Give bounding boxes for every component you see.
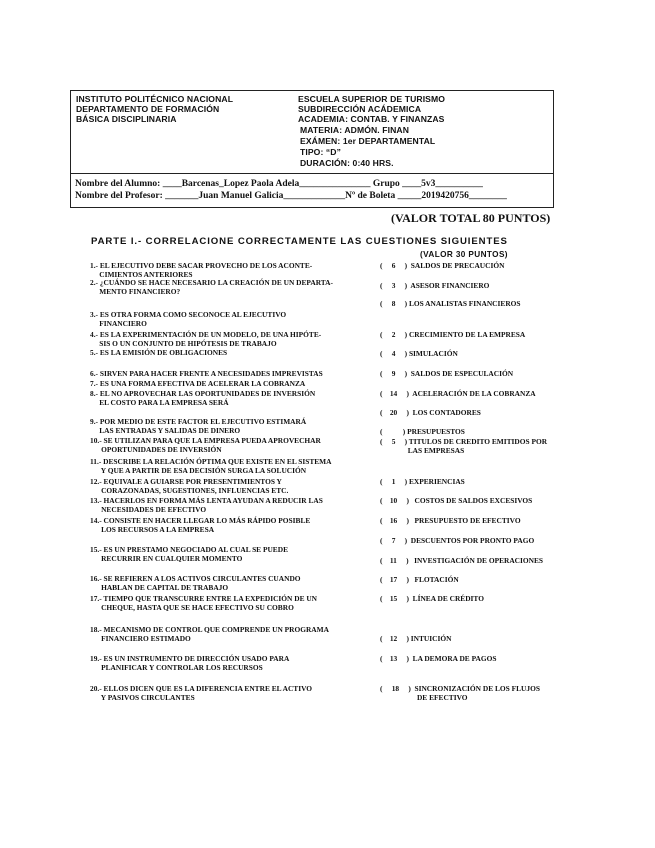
header-subdirection: SUBDIRECCIÓN ACÁDEMICA: [298, 104, 422, 114]
answer-line: ( 3 ) ASESOR FINANCIERO: [380, 281, 490, 290]
header-divider: [71, 173, 553, 174]
question-item: [90, 262, 312, 279]
question-line: SIS O UN CONJUNTO DE HIPÓTESIS DE TRABAJO: [90, 338, 277, 348]
question-line: 15.- ES UN PRESTAMO NEGOCIADO AL CUAL SE PUEDE: [90, 545, 289, 554]
question-line: 10.- SE UTILIZAN PARA QUE LA EMPRESA PUEDA APROVECHAR: [90, 436, 321, 445]
answer-line: ( 13 ) LA DEMORA DE PAGOS: [380, 654, 497, 663]
question-line: 11.- DESCRIBE LA RELACIÓN ÓPTIMA QUE EXISTE EN EL SISTEMA: [90, 457, 332, 466]
answer-option: [380, 478, 465, 487]
question-line: FINANCIERO ESTIMADO: [90, 633, 191, 643]
answer-line: ( 2 ) CRECIMIENTO DE LA EMPRESA: [380, 330, 526, 339]
question-line: 1.- EL EJECUTIVO DEBE SACAR PROVECHO DE LOS ACONTE-: [90, 261, 313, 270]
answer-line: ( 4 ) SIMULACIÓN: [380, 349, 458, 358]
question-item: [90, 370, 323, 379]
question-line: 14.- CONSISTE EN HACER LLEGAR LO MÁS RÁPIDO POSIBLE: [90, 516, 311, 525]
answer-option: [380, 537, 534, 546]
answer-line: ( 18 ) SINCRONIZACIÓN DE LOS FLUJOS: [380, 684, 540, 693]
answer-line: ( 1 ) EXPERIENCIAS: [380, 477, 465, 486]
question-line: Y PASIVOS CIRCULANTES: [90, 692, 195, 702]
question-item: [90, 349, 227, 358]
question-item: [90, 458, 332, 475]
question-line: 20.- ELLOS DICEN QUE ES LA DIFERENCIA ENTRE EL ACTIVO: [90, 684, 313, 693]
answer-option: [380, 576, 459, 585]
header-type: TIPO: “D”: [300, 147, 342, 157]
answer-line: ( 10 ) COSTOS DE SALDOS EXCESIVOS: [380, 496, 533, 505]
part-title: PARTE I.- CORRELACIONE CORRECTAMENTE LAS CUESTIONES SIGUIENTES: [91, 236, 508, 247]
header-exam: EXÁMEN: 1er DEPARTAMENTAL: [300, 136, 436, 146]
answer-option: [380, 497, 532, 506]
question-line: CIMIENTOS ANTERIORES: [90, 269, 193, 279]
question-line: 2.- ¿CUÁNDO SE HACE NECESARIO LA CREACIÓN DE UN DEPARTA-: [90, 278, 333, 287]
question-line: 17.- TIEMPO QUE TRANSCURRE ENTRE LA EXPEDICIÓN DE UN: [90, 594, 318, 603]
exam-header-box: [70, 90, 554, 208]
question-item: [90, 418, 306, 435]
question-line: CORAZONADAS, SUGESTIONES, INFLUENCIAS ETC.: [90, 485, 289, 495]
header-subject: MATERIA: ADMÓN. FINAN: [300, 125, 410, 135]
question-line: 19.- ES UN INSTRUMENTO DE DIRECCIÓN USADO PARA: [90, 654, 290, 663]
question-line: NECESIDADES DE EFECTIVO: [90, 504, 207, 514]
question-line: CHEQUE, HASTA QUE SE HACE EFECTIVO SU COBRO: [90, 602, 294, 612]
question-item: [90, 546, 288, 563]
question-line: OPORTUNIDADES DE INVERSIÓN: [90, 444, 222, 454]
answer-option: [380, 300, 521, 309]
question-line: PLANIFICAR Y CONTROLAR LOS RECURSOS: [90, 662, 263, 672]
question-line: 12.- EQUIVALE A GUIARSE POR PRESENTIMIENTOS Y: [90, 477, 282, 486]
answer-option: [380, 350, 458, 359]
student-line: Nombre del Alumno: ____Barcenas_Lopez Paola Adela_______________ Grupo ____5v3__________: [75, 179, 483, 189]
answer-line: ( 14 ) ACELERACIÓN DE LA COBRANZA: [380, 389, 536, 398]
answer-option: [380, 282, 489, 291]
answer-line: LAS EMPRESAS: [380, 445, 465, 455]
teacher-line: Nombre del Profesor: _______Juan Manuel Galicia_____________Nº de Boleta _____2019420756________: [75, 191, 507, 201]
question-line: 4.- ES LA EXPERIMENTACIÓN DE UN MODELO, DE UNA HIPÓTE-: [90, 330, 322, 339]
question-item: [90, 380, 305, 389]
question-item: [90, 517, 310, 534]
answer-line: ( 8 ) LOS ANALISTAS FINANCIEROS: [380, 299, 521, 308]
question-line: LOS RECURSOS A LA EMPRESA: [90, 524, 215, 534]
answer-line: ( 17 ) FLOTACIÓN: [380, 575, 459, 584]
question-line: LAS ENTRADAS Y SALIDAS DE DINERO: [90, 425, 241, 435]
answer-option: [380, 557, 543, 566]
answer-option: [380, 262, 504, 271]
answer-line: DE EFECTIVO: [380, 692, 468, 702]
header-department: DEPARTAMENTO DE FORMACIÓN: [76, 104, 220, 114]
answer-line: ( 5 ) TITULOS DE CREDITO EMITIDOS POR: [380, 437, 548, 446]
header-institute: INSTITUTO POLITÉCNICO NACIONAL: [76, 94, 234, 104]
question-item: [90, 478, 288, 495]
header-discipline: BÁSICA DISCIPLINARIA: [76, 114, 177, 124]
answer-line: ( 16 ) PRESUPUESTO DE EFECTIVO: [380, 516, 521, 525]
question-item: [90, 685, 312, 702]
answer-option: [380, 655, 496, 664]
question-line: 5.- ES LA EMISIÓN DE OBLIGACIONES: [90, 348, 228, 357]
question-line: 3.- ES OTRA FORMA COMO SECONOCE AL EJECUTIVO: [90, 310, 287, 319]
question-item: [90, 331, 321, 348]
question-line: 7.- ES UNA FORMA EFECTIVA DE ACELERAR LA COBRANZA: [90, 379, 306, 388]
part-subtitle: (VALOR 30 PUNTOS): [420, 250, 508, 259]
header-duration: DURACIÓN: 0:40 HRS.: [300, 158, 394, 168]
question-line: EL COSTO PARA LA EMPRESA SERÁ: [90, 397, 229, 407]
question-line: 9.- POR MEDIO DE ESTE FACTOR EL EJECUTIVO ESTIMARÁ: [90, 417, 307, 426]
answer-line: ( ) PRESUPUESTOS: [380, 427, 465, 436]
answer-line: ( 12 ) INTUICIÓN: [380, 634, 452, 643]
answer-line: ( 9 ) SALDOS DE ESPECULACIÓN: [380, 369, 514, 378]
answer-line: ( 15 ) LÍNEA DE CRÉDITO: [380, 594, 484, 603]
question-item: [90, 595, 317, 612]
total-score: (VALOR TOTAL 80 PUNTOS): [391, 211, 551, 225]
question-line: FINANCIERO: [90, 318, 147, 328]
question-line: 16.- SE REFIEREN A LOS ACTIVOS CIRCULANTES CUANDO: [90, 574, 301, 583]
answer-option: [380, 428, 465, 437]
answer-option: [380, 517, 521, 526]
question-item: [90, 575, 301, 592]
answer-line: ( 6 ) SALDOS DE PRECAUCIÓN: [380, 261, 505, 270]
answer-option: [380, 331, 525, 340]
question-line: 18.- MECANISMO DE CONTROL QUE COMPRENDE UN PROGRAMA: [90, 625, 329, 634]
answer-line: ( 7 ) DESCUENTOS POR PRONTO PAGO: [380, 536, 535, 545]
header-academy: ACADEMIA: CONTAB. Y FINANZAS: [298, 114, 445, 124]
answer-option: [380, 635, 451, 644]
question-line: 6.- SIRVEN PARA HACER FRENTE A NECESIDADES IMPREVISTAS: [90, 369, 323, 378]
question-item: [90, 279, 333, 296]
answer-option: [380, 409, 481, 418]
question-line: 8.- EL NO APROVECHAR LAS OPORTUNIDADES DE INVERSIÓN: [90, 389, 316, 398]
question-item: [90, 437, 321, 454]
header-school: ESCUELA SUPERIOR DE TURISMO: [298, 94, 446, 104]
question-line: HABLAN DE CAPITAL DE TRABAJO: [90, 582, 229, 592]
question-line: Y QUE A PARTIR DE ESA DECISIÓN SURGA LA SOLUCIÓN: [90, 465, 307, 475]
answer-option: [380, 685, 540, 702]
question-item: [90, 626, 329, 643]
question-item: [90, 497, 323, 514]
answer-line: ( 20 ) LOS CONTADORES: [380, 408, 481, 417]
question-item: [90, 311, 286, 328]
question-item: [90, 655, 289, 672]
answer-option: [380, 370, 513, 379]
answer-option: [380, 390, 536, 399]
answer-line: ( 11 ) INVESTIGACIÓN DE OPERACIONES: [380, 556, 544, 565]
answer-option: [380, 595, 484, 604]
answer-option: [380, 438, 547, 455]
question-line: MENTO FINANCIERO?: [90, 286, 181, 296]
question-line: RECURRIR EN CUALQUIER MOMENTO: [90, 553, 243, 563]
question-item: [90, 390, 315, 407]
question-line: 13.- HACERLOS EN FORMA MÁS LENTA AYUDAN A REDUCIR LAS: [90, 496, 323, 505]
